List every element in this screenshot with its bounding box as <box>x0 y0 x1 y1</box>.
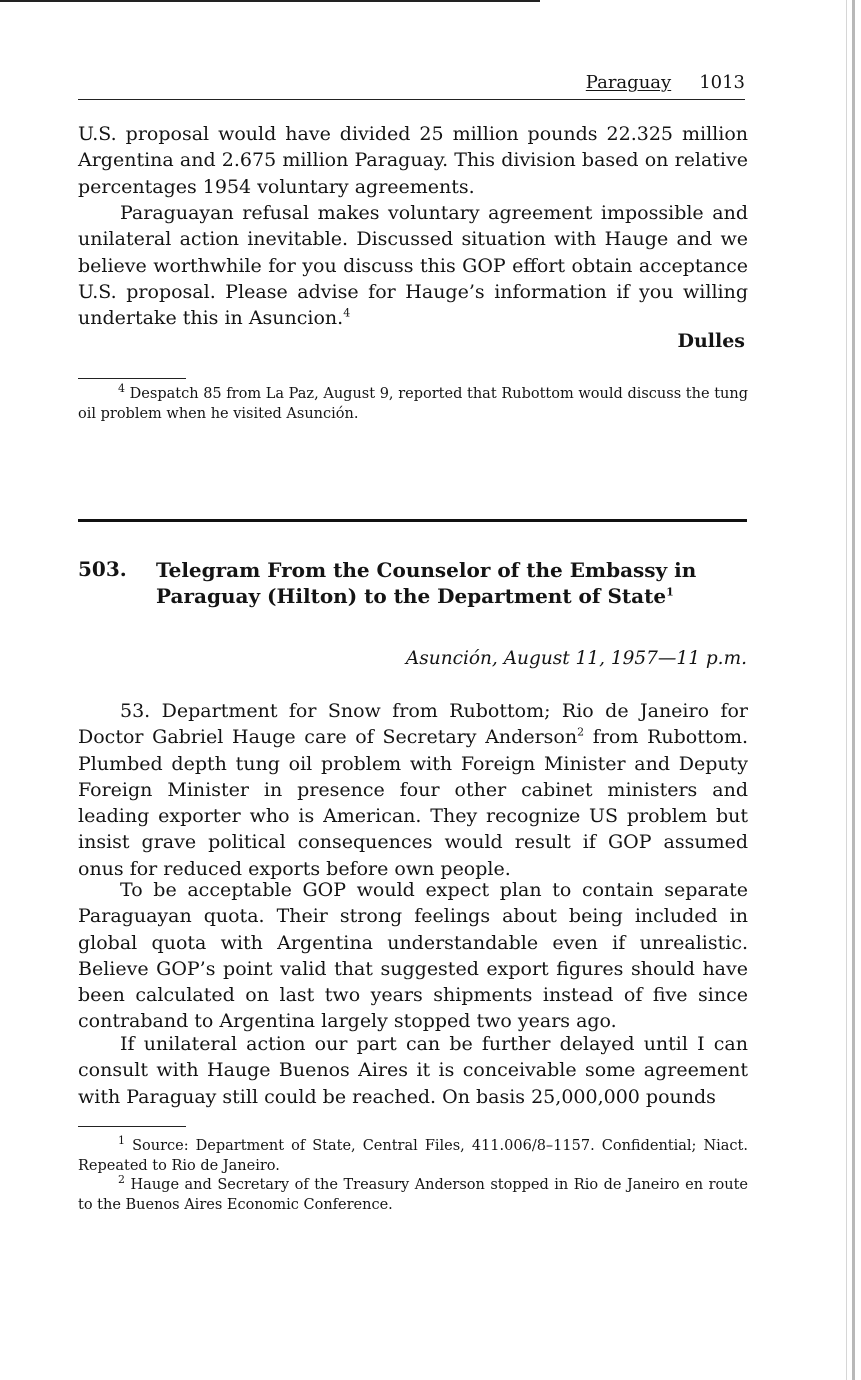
running-head <box>78 72 745 100</box>
document-heading <box>156 557 716 609</box>
top-edge-rule <box>0 0 540 2</box>
footnote-1-text: Source: Department of State, Central Files, 411.006/8–1157. Confidential; Niact. Repeated to Rio de Janeiro. <box>78 1138 748 1174</box>
footnote-2-text: Hauge and Secretary of the Treasury Anderson stopped in Rio de Janeiro en route to the Buenos Aires Economic Conference. <box>78 1177 748 1213</box>
document-paragraph-1-end: from Rubottom. Plumbed depth tung oil problem with Foreign Minister and Deputy Foreign Minister in presence four other cabinet ministers and leading exporter who is American. They recognize US problem but insist grave political consequences would result if GOP assumed onus for reduced exports before own people. <box>78 726 749 880</box>
footnote-rule-bottom <box>78 1126 186 1127</box>
footnote-ref-1: 1 <box>666 585 674 599</box>
footnote-4-marker: 4 <box>118 382 125 396</box>
dateline: Asunción, August 11, 1957—11 p.m. <box>405 648 747 669</box>
continuation-paragraph-2 <box>78 200 748 331</box>
document-paragraph-2: To be acceptable GOP would expect plan to contain separate Paraguayan quota. Their strong feelings about being included in global quota with Argentina understandable even if unrealistic. Believe GOP’s point valid that suggested export figures should have been calculated on last two years shipments instead of five since contraband to Argentina largely stopped two years ago. <box>78 879 748 1033</box>
signature: Dulles <box>677 330 745 352</box>
document-paragraph-1-start: 53. Department for Snow from Rubottom; Rio de Janeiro for Doctor Gabriel Hauge care of Secretary Anderson <box>78 700 748 749</box>
footnote-2 <box>78 1175 748 1215</box>
footnote-4 <box>78 384 748 424</box>
footnote-ref-4: 4 <box>343 306 351 320</box>
footnote-1 <box>78 1136 748 1176</box>
page-edge-inner <box>846 0 847 1380</box>
footnote-rule-top <box>78 378 186 379</box>
page-edge <box>852 0 855 1380</box>
document-paragraph-3: If unilateral action our part can be further delayed until I can consult with Hauge Buenos Aires it is conceivable some agreement with Paraguay still could be reached. On basis 25,000,000 pounds <box>78 1033 748 1108</box>
section-divider <box>78 519 747 522</box>
footnote-2-marker: 2 <box>118 1173 125 1187</box>
document-heading-text: Telegram From the Counselor of the Embassy in Paraguay (Hilton) to the Department of State <box>156 558 697 608</box>
footnote-4-text: Despatch 85 from La Paz, August 9, reported that Rubottom would discuss the tung oil problem when he visited Asunción. <box>78 386 748 422</box>
footnote-ref-2: 2 <box>577 725 585 739</box>
continuation-paragraph-1: U.S. proposal would have divided 25 million pounds 22.325 million Argentina and 2.675 million Paraguay. This division based on relative percentages 1954 voluntary agreements. <box>78 123 748 198</box>
page-number: 1013 <box>699 72 745 93</box>
document-paragraph-1 <box>78 698 748 882</box>
running-head-title: Paraguay <box>585 72 672 93</box>
footnote-1-marker: 1 <box>118 1134 125 1148</box>
document-number: 503. <box>78 557 127 581</box>
continuation-paragraph-2-text: Paraguayan refusal makes voluntary agreement impossible and unilateral action inevitable. Discussed situation with Hauge and we believe worthwhile for you discuss this GOP effort obtain acceptance U.S. proposal. Please advise for Hauge’s information if you willing undertake this in Asuncion. <box>78 202 748 330</box>
